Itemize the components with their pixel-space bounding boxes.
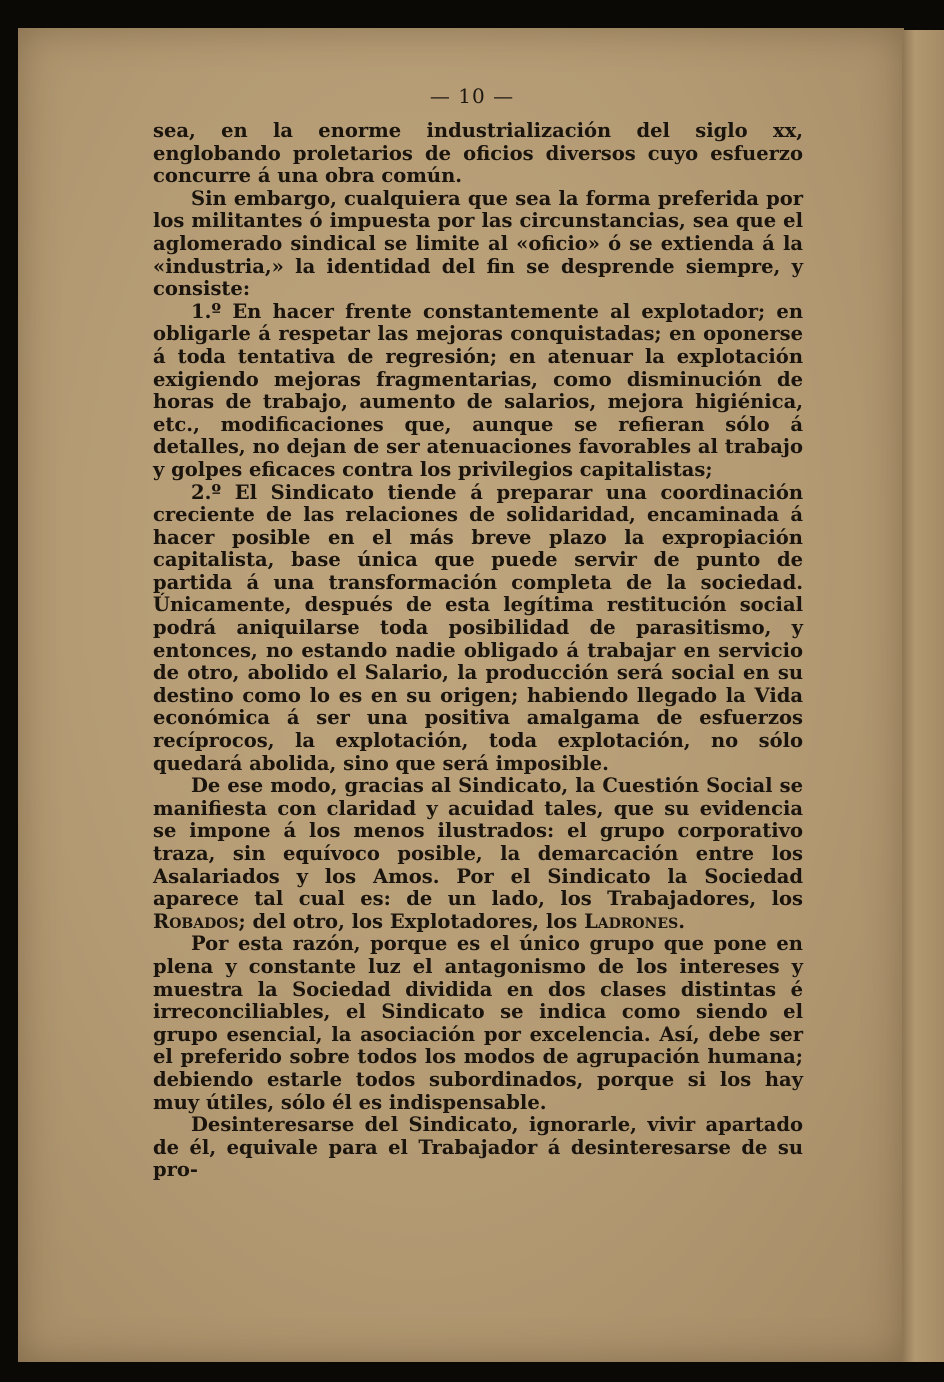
- page-number: — 10 —: [429, 84, 515, 108]
- paragraph-3: 1.º En hacer frente constantemente al explotador; en obligarle á respetar las mejoras conquistadas; en oponerse á toda tentativa de regresión; en atenuar la explotación exigiendo mejoras fragmentarias, como disminución de horas de trabajo, aumento de salarios, mejora higiénica, etc., modificaciones que, aunque se refieran sólo á detalles, no dejan de ser atenuaciones favorables al trabajo y golpes eficaces contra los privilegios capitalistas;: [153, 299, 803, 481]
- paragraph-5-part-3: .: [678, 909, 685, 933]
- paragraph-5-part-2: ; del otro, los Explotadores, los: [238, 909, 585, 933]
- paragraph-6: Por esta razón, porque es el único grupo que pone en plena y constante luz el antagonismo de los intereses y muestra la Sociedad dividida en dos clases distintas é irreconciliables, el Sindicato se indica como siendo el grupo esencial, la asociación por excelencia. Así, debe ser el preferido sobre todos los modos de agrupación humana; debiendo estarle todos subordinados, porque si los hay muy útiles, sólo él es indispensable.: [153, 932, 803, 1114]
- paragraph-1: sea, en la enorme industrialización del siglo xx, englobando proletarios de oficios diversos cuyo esfuerzo concurre á una obra común.: [153, 119, 803, 188]
- small-caps-robados: Robados: [153, 909, 239, 933]
- page-edge: [902, 30, 944, 1362]
- paragraph-2: Sin embargo, cualquiera que sea la forma preferida por los militantes ó impuesta por las circunstancias, sea que el aglomerado sindical se limite al «oficio» ó se extienda á la «industria,» la identidad del fin se desprende siempre, y consiste:: [153, 186, 803, 301]
- small-caps-ladrones: Ladrones: [584, 909, 679, 933]
- paragraph-5-part-1: De ese modo, gracias al Sindicato, la Cuestión Social se manifiesta con claridad y acuidad tales, que su evidencia se impone á los menos ilustrados: el grupo corporativo traza, sin equívoco posible, la demarcación entre los Asalariados y los Amos. Por el Sindicato la Sociedad aparece tal cual es: de un lado, los Trabajadores, los: [153, 774, 803, 911]
- paragraph-5: [153, 775, 803, 933]
- paragraph-4: 2.º El Sindicato tiende á preparar una coordinación creciente de las relaciones de solidaridad, encaminada á hacer posible en el más breve plazo la expropiación capitalista, base única que puede servir de punto de partida á una transformación completa de la sociedad. Únicamente, después de esta legítima restitución social podrá aniquilarse toda posibilidad de parasitismo, y entonces, no estando nadie obligado á trabajar en servicio de otro, abolido el Salario, la producción será social en su destino como lo es en su origen; habiendo llegado la Vida económica á ser una positiva amalgama de esfuerzos recíprocos, la explotación, toda explotación, no sólo quedará abolida, sino que será imposible.: [153, 480, 803, 775]
- body-text: [153, 120, 803, 1182]
- paragraph-7: Desinteresarse del Sindicato, ignorarle, vivir apartado de él, equivale para el Trabajador á desinteresarse de su pro-: [153, 1113, 803, 1182]
